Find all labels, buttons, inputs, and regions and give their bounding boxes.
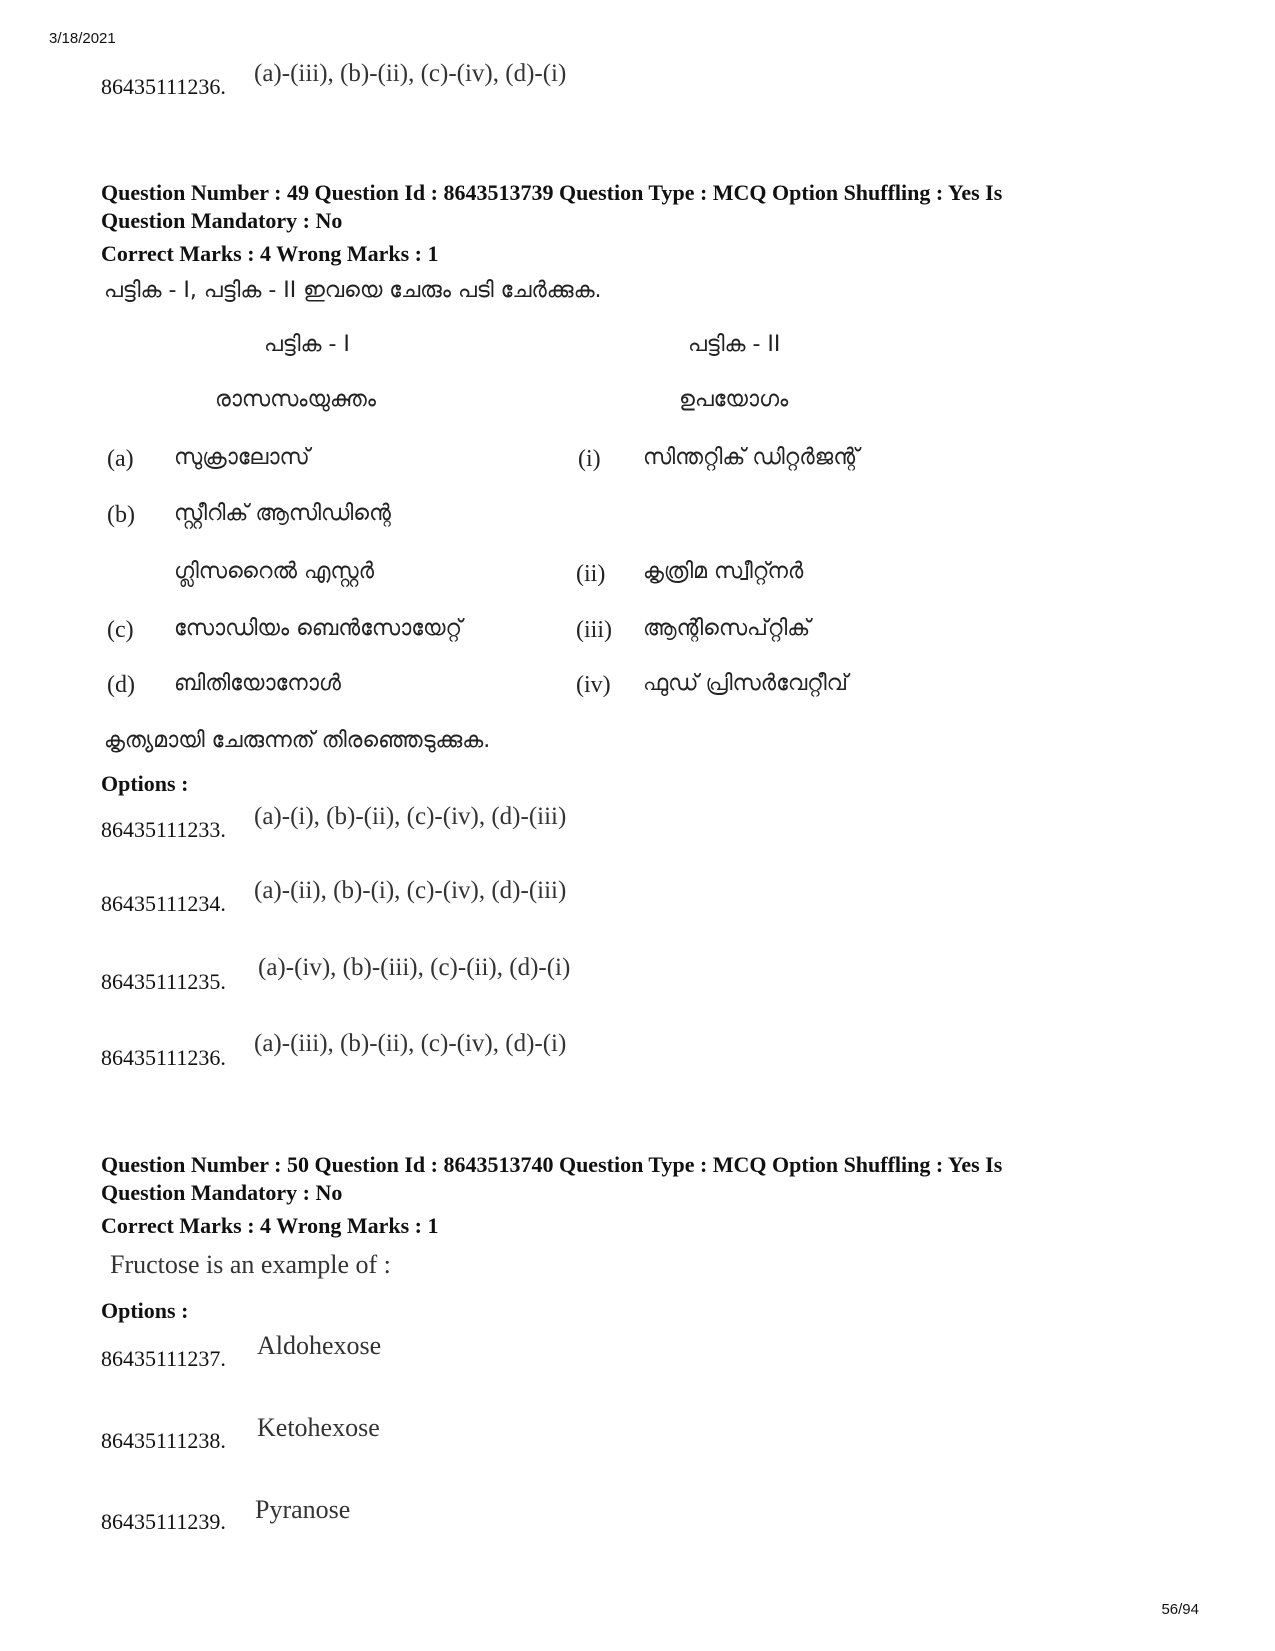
match-label-ii: (ii) bbox=[576, 561, 606, 587]
option-id: 86435111237. bbox=[101, 1346, 226, 1371]
question-prompt: Fructose is an example of : bbox=[110, 1250, 391, 1279]
question-marks: Correct Marks : 4 Wrong Marks : 1 bbox=[101, 1213, 439, 1238]
page-number: 56/94 bbox=[1161, 1601, 1199, 1618]
column-1-subheader: രാസസംയുക്തം bbox=[215, 387, 377, 412]
option-text: (a)-(iv), (b)-(iii), (c)-(ii), (d)-(i) bbox=[258, 954, 571, 981]
match-use-iii: ആന്റിസെപ്റ്റിക് bbox=[643, 616, 811, 641]
option-text: (a)-(iii), (b)-(ii), (c)-(iv), (d)-(i) bbox=[254, 1030, 567, 1057]
match-item-c: സോഡിയം ബെൻസോയേറ്റ് bbox=[174, 616, 463, 641]
match-label-iv: (iv) bbox=[576, 672, 611, 698]
option-text: Aldohexose bbox=[257, 1331, 382, 1360]
column-2-header: പട്ടിക - II bbox=[688, 332, 781, 357]
match-item-a: സുക്രാലോസ് bbox=[174, 445, 310, 470]
option-id: 86435111236. bbox=[101, 74, 226, 99]
option-text: Ketohexose bbox=[257, 1413, 380, 1442]
options-label: Options : bbox=[101, 1298, 189, 1323]
question-header-line1: Question Number : 50 Question Id : 8643513740 Question Type : MCQ Option Shuffling : Yes Is bbox=[101, 1152, 1003, 1177]
option-text: (a)-(iii), (b)-(ii), (c)-(iv), (d)-(i) bbox=[254, 60, 567, 87]
match-label-c: (c) bbox=[107, 617, 134, 643]
match-label-iii: (iii) bbox=[576, 617, 612, 643]
match-label-a: (a) bbox=[107, 446, 134, 472]
option-id: 86435111235. bbox=[101, 969, 226, 994]
match-label-b: (b) bbox=[107, 502, 135, 528]
options-label: Options : bbox=[101, 771, 189, 796]
option-text: (a)-(ii), (b)-(i), (c)-(iv), (d)-(iii) bbox=[254, 877, 567, 904]
column-2-subheader: ഉപയോഗം bbox=[679, 387, 789, 412]
option-id: 86435111236. bbox=[101, 1045, 226, 1070]
question-instruction: കൃത്യമായി ചേരുന്നത് തിരഞ്ഞെടുക്കുക. bbox=[104, 728, 491, 753]
option-id: 86435111234. bbox=[101, 891, 226, 916]
option-id: 86435111233. bbox=[101, 817, 226, 842]
question-header-line1: Question Number : 49 Question Id : 8643513739 Question Type : MCQ Option Shuffling : Yes Is bbox=[101, 180, 1003, 205]
match-label-d: (d) bbox=[107, 672, 135, 698]
match-use-i: സിന്തറ്റിക് ഡിറ്റർജന്റ് bbox=[643, 445, 860, 470]
match-item-b-line2: ഗ്ലിസറൈൽ എസ്റ്റർ bbox=[174, 559, 375, 584]
question-marks: Correct Marks : 4 Wrong Marks : 1 bbox=[101, 241, 439, 266]
match-label-i: (i) bbox=[578, 446, 601, 472]
option-text: Pyranose bbox=[255, 1495, 351, 1524]
option-id: 86435111238. bbox=[101, 1428, 226, 1453]
match-item-b-line1: സ്റ്റീറിക് ആസിഡിന്റെ bbox=[174, 501, 391, 526]
column-1-header: പട്ടിക - I bbox=[264, 332, 350, 357]
question-prompt: പട്ടിക - I, പട്ടിക - II ഇവയെ ചേരും പടി ചേർക്കുക. bbox=[104, 278, 602, 303]
print-date: 3/18/2021 bbox=[49, 30, 116, 47]
match-use-iv: ഫുഡ് പ്രിസർവേറ്റീവ് bbox=[643, 671, 848, 696]
option-id: 86435111239. bbox=[101, 1509, 226, 1534]
match-item-d: ബിതിയോനോൾ bbox=[174, 671, 341, 696]
question-header-line2: Question Mandatory : No bbox=[101, 1180, 343, 1205]
question-header-line2: Question Mandatory : No bbox=[101, 208, 343, 233]
option-text: (a)-(i), (b)-(ii), (c)-(iv), (d)-(iii) bbox=[254, 803, 567, 830]
match-use-ii: കൃത്രിമ സ്വീറ്റ്നർ bbox=[643, 559, 804, 584]
